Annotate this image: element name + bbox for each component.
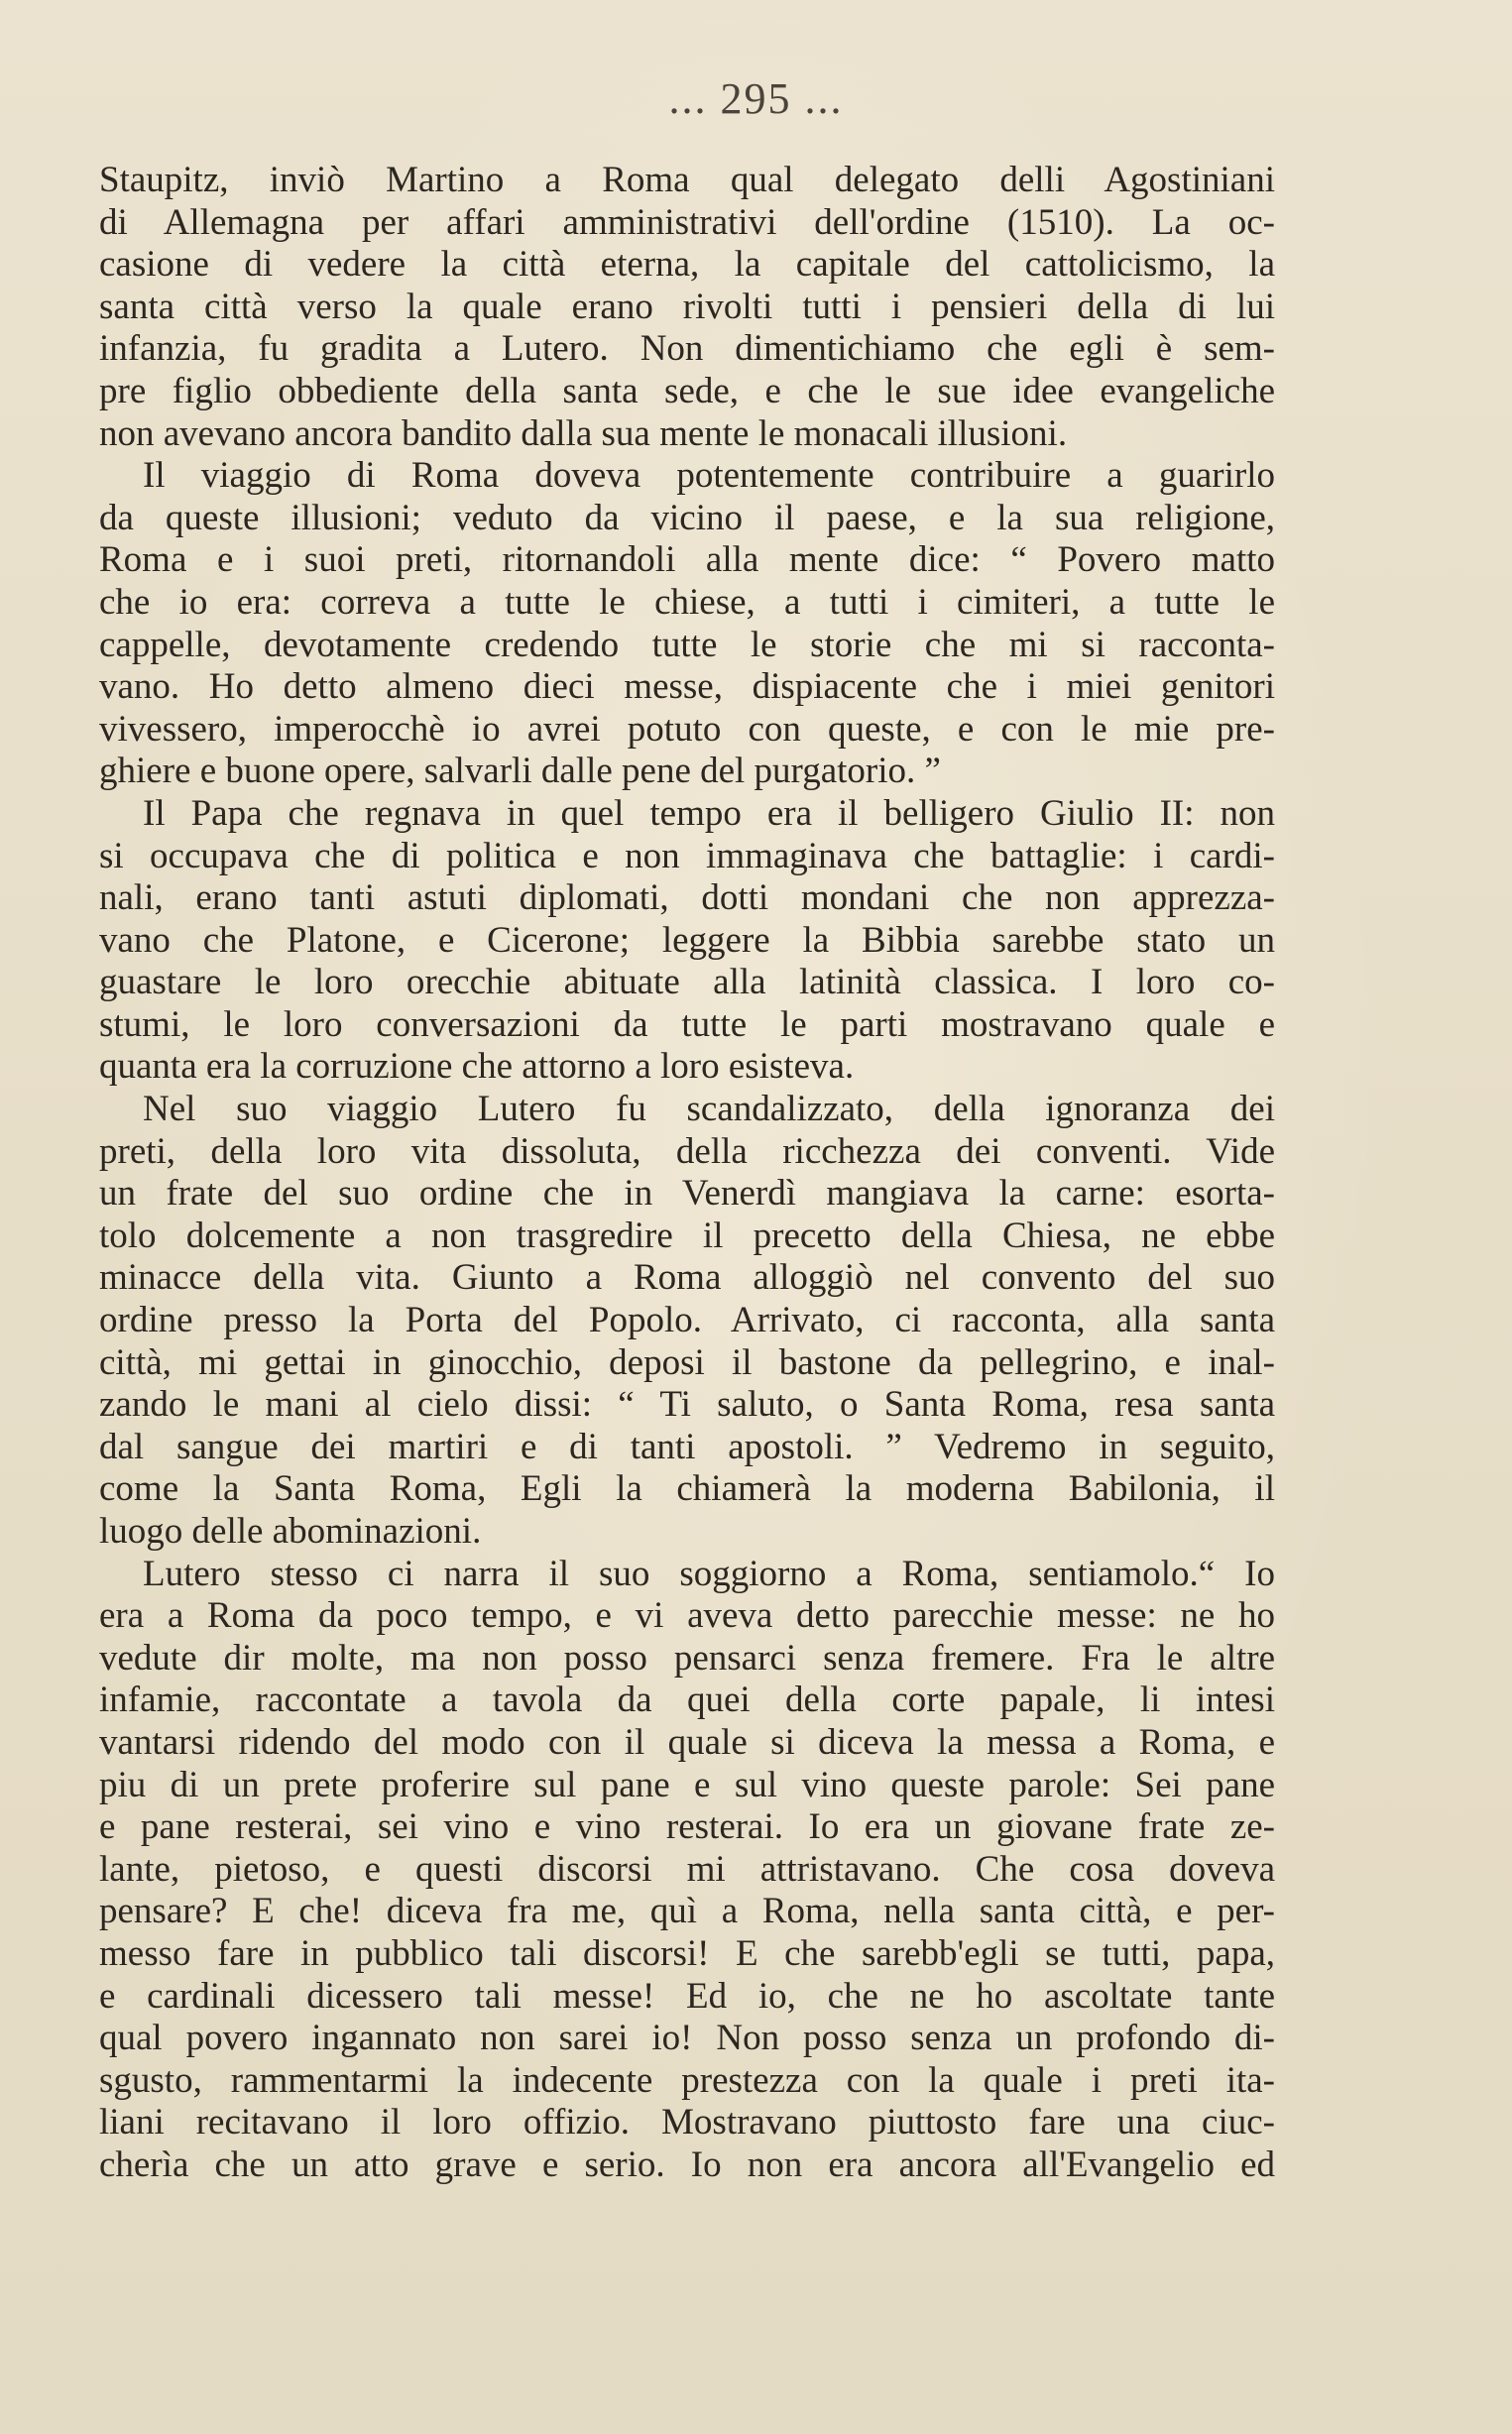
- page-number: ... 295 ...: [668, 74, 844, 123]
- paragraph-start-line: Il viaggio di Roma doveva potentemente contribuire a guarirlo: [143, 455, 1275, 497]
- text-line: vivessero, imperocchè io avrei potuto con queste, e con le mie pre-: [99, 708, 1275, 750]
- text-line: nali, erano tanti astuti diplomati, dotti mondani che non apprezza-: [99, 877, 1275, 919]
- text-line: qual povero ingannato non sarei io! Non posso senza un profondo di-: [99, 2018, 1275, 2059]
- text-line: cappelle, devotamente credendo tutte le storie che mi si racconta-: [99, 624, 1275, 665]
- text-line: liani recitavano il loro offizio. Mostravano piuttosto fare una ciuc-: [99, 2102, 1275, 2144]
- text-line: pensare? E che! diceva fra me, quì a Roma, nella santa città, e per-: [99, 1891, 1275, 1932]
- text-line: vedute dir molte, ma non posso pensarci senza fremere. Fra le altre: [99, 1637, 1275, 1679]
- text-line: città, mi gettai in ginocchio, deposi il bastone da pellegrino, e inal-: [99, 1341, 1275, 1383]
- text-line: pre figlio obbediente della santa sede, e che le sue idee evangeliche: [99, 370, 1275, 411]
- paragraph-start-line: Il Papa che regnava in quel tempo era il belligero Giulio II: non: [143, 792, 1275, 834]
- text-line: luogo delle abominazioni.: [99, 1511, 482, 1552]
- text-line: un frate del suo ordine che in Venerdì mangiava la carne: esorta-: [99, 1173, 1275, 1215]
- text-line: ordine presso la Porta del Popolo. Arrivato, ci racconta, alla santa: [99, 1300, 1275, 1341]
- text-line: minacce della vita. Giunto a Roma alloggiò nel convento del suo: [99, 1257, 1275, 1299]
- text-line: e pane resterai, sei vino e vino resterai. Io era un giovane frate ze-: [99, 1806, 1275, 1848]
- text-line: Roma e i suoi preti, ritornandoli alla mente dice: “ Povero matto: [99, 539, 1275, 581]
- paragraph-start-line: Lutero stesso ci narra il suo soggiorno a Roma, sentiamolo.“ Io: [143, 1553, 1275, 1594]
- text-line: vano. Ho detto almeno dieci messe, dispiacente che i miei genitori: [99, 666, 1275, 708]
- body-text: [99, 160, 1275, 2187]
- text-line: casione di vedere la città eterna, la capitale del cattolicismo, la: [99, 244, 1275, 286]
- text-line: quanta era la corruzione che attorno a loro esisteva.: [99, 1046, 855, 1088]
- text-line: da queste illusioni; veduto da vicino il paese, e la sua religione,: [99, 497, 1275, 538]
- text-line: si occupava che di politica e non immaginava che battaglie: i cardi-: [99, 835, 1275, 876]
- text-line: messo fare in pubblico tali discorsi! E che sarebb'egli se tutti, papa,: [99, 1932, 1275, 1974]
- text-line: santa città verso la quale erano rivolti tutti i pensieri della di lui: [99, 286, 1275, 327]
- text-line: sgusto, rammentarmi la indecente prestezza con la quale i preti ita-: [99, 2059, 1275, 2101]
- text-line: era a Roma da poco tempo, e vi aveva detto parecchie messe: ne ho: [99, 1595, 1275, 1637]
- text-line: tolo dolcemente a non trasgredire il precetto della Chiesa, ne ebbe: [99, 1215, 1275, 1256]
- text-line: dal sangue dei martiri e di tanti apostoli. ” Vedremo in seguito,: [99, 1426, 1275, 1467]
- text-line: vano che Platone, e Cicerone; leggere la Bibbia sarebbe stato un: [99, 919, 1275, 961]
- text-line: stumi, le loro conversazioni da tutte le parti mostravano quale e: [99, 1003, 1275, 1045]
- text-line: come la Santa Roma, Egli la chiamerà la moderna Babilonia, il: [99, 1468, 1275, 1510]
- text-line: preti, della loro vita dissoluta, della ricchezza dei conventi. Vide: [99, 1130, 1275, 1172]
- text-line: ghiere e buone opere, salvarli dalle pene del purgatorio. ”: [99, 751, 941, 792]
- text-line: cherìa che un atto grave e serio. Io non era ancora all'Evangelio ed: [99, 2144, 1275, 2185]
- text-line: vantarsi ridendo del modo con il quale si diceva la messa a Roma, e: [99, 1721, 1275, 1763]
- text-line: zando le mani al cielo dissi: “ Ti saluto, o Santa Roma, resa santa: [99, 1384, 1275, 1426]
- text-line: lante, pietoso, e questi discorsi mi attristavano. Che cosa doveva: [99, 1848, 1275, 1890]
- text-line: piu di un prete proferire sul pane e sul vino queste parole: Sei pane: [99, 1764, 1275, 1805]
- text-line: e cardinali dicessero tali messe! Ed io, che ne ho ascoltate tante: [99, 1975, 1275, 2017]
- text-line: infamie, raccontate a tavola da quei della corte papale, li intesi: [99, 1680, 1275, 1721]
- text-line: infanzia, fu gradita a Lutero. Non dimentichiamo che egli è sem-: [99, 328, 1275, 370]
- text-line: di Allemagna per affari amministrativi dell'ordine (1510). La oc-: [99, 201, 1275, 243]
- paragraph-start-line: Nel suo viaggio Lutero fu scandalizzato, della ignoranza dei: [143, 1089, 1275, 1130]
- text-line: non avevano ancora bandito dalla sua mente le monacali illusioni.: [99, 412, 1068, 454]
- text-line: che io era: correva a tutte le chiese, a tutti i cimiteri, a tutte le: [99, 581, 1275, 623]
- text-line: guastare le loro orecchie abituate alla latinità classica. I loro co-: [99, 962, 1275, 1003]
- text-line: Staupitz, inviò Martino a Roma qual delegato delli Agostiniani: [99, 160, 1275, 200]
